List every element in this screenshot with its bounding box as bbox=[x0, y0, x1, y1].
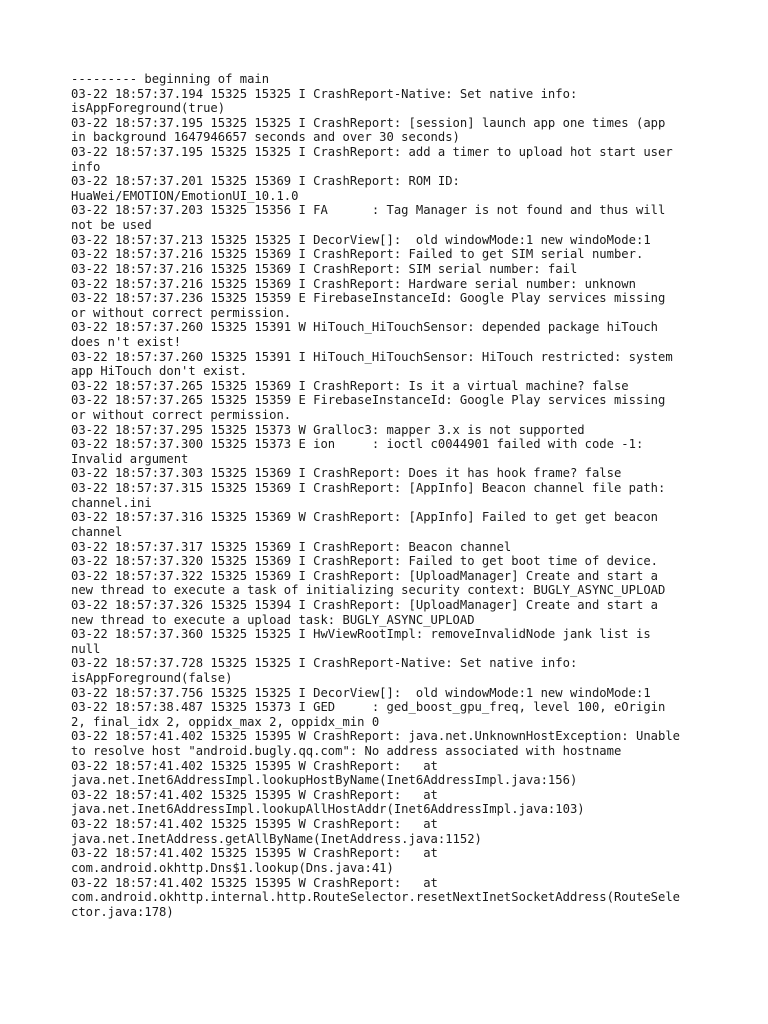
log-line: isAppForeground(false) bbox=[71, 670, 233, 685]
log-line: 03-22 18:57:37.295 15325 15373 W Gralloc3: mapper 3.x is not supported bbox=[71, 422, 585, 437]
log-line: 03-22 18:57:37.201 15325 15369 I CrashReport: ROM ID: bbox=[71, 174, 460, 189]
log-line: java.net.Inet6AddressImpl.lookupAllHostAddr(Inet6AddressImpl.java:103) bbox=[71, 802, 585, 817]
log-line: 03-22 18:57:37.303 15325 15369 I CrashReport: Does it has hook frame? false bbox=[71, 466, 622, 481]
log-line: 03-22 18:57:37.216 15325 15369 I CrashReport: Failed to get SIM serial number. bbox=[71, 247, 644, 262]
log-line: 03-22 18:57:41.402 15325 15395 W CrashReport: at bbox=[71, 758, 438, 773]
log-line: or without correct permission. bbox=[71, 408, 292, 423]
log-line: com.android.okhttp.Dns$1.lookup(Dns.java:41) bbox=[71, 860, 394, 875]
log-line: 03-22 18:57:41.402 15325 15395 W CrashReport: at bbox=[71, 817, 438, 832]
log-line: ctor.java:178) bbox=[71, 904, 174, 919]
log-line: isAppForeground(true) bbox=[71, 101, 226, 116]
log-line: info bbox=[71, 159, 101, 174]
log-line: 03-22 18:57:37.265 15325 15369 I CrashReport: Is it a virtual machine? false bbox=[71, 378, 629, 393]
log-line: does n't exist! bbox=[71, 334, 182, 349]
log-line: 03-22 18:57:37.213 15325 15325 I DecorView[]: old windowMode:1 new windoMode:1 bbox=[71, 232, 651, 247]
log-line: not be used bbox=[71, 218, 152, 233]
log-line: --------- beginning of main bbox=[71, 72, 270, 86]
log-line: 03-22 18:57:37.317 15325 15369 I CrashReport: Beacon channel bbox=[71, 539, 512, 554]
log-line: to resolve host "android.bugly.qq.com": No address associated with hostname bbox=[71, 744, 622, 759]
log-line: channel bbox=[71, 524, 123, 539]
log-line: 03-22 18:57:37.260 15325 15391 W HiTouch_HiTouchSensor: depended package hiTouch bbox=[71, 320, 658, 335]
log-line: 03-22 18:57:37.300 15325 15373 E ion : ioctl c0044901 failed with code -1: bbox=[71, 437, 644, 452]
log-line: 03-22 18:57:37.195 15325 15325 I CrashReport: add a timer to upload hot start user bbox=[71, 145, 673, 160]
log-line: 03-22 18:57:37.203 15325 15356 I FA : Tag Manager is not found and thus will bbox=[71, 203, 666, 218]
log-line: 03-22 18:57:37.326 15325 15394 I CrashReport: [UploadManager] Create and start a bbox=[71, 597, 658, 612]
log-line: 03-22 18:57:37.360 15325 15325 I HwViewRootImpl: removeInvalidNode jank list is bbox=[71, 627, 651, 642]
log-line: com.android.okhttp.internal.http.RouteSelector.resetNextInetSocketAddress(RouteSele bbox=[71, 890, 681, 905]
log-line: new thread to execute a task of initializing security context: BUGLY_ASYNC_UPLOAD bbox=[71, 583, 666, 598]
log-line: channel.ini bbox=[71, 495, 152, 510]
log-line: 2, final_idx 2, oppidx_max 2, oppidx_min 0 bbox=[71, 714, 380, 729]
log-line: HuaWei/EMOTION/EmotionUI_10.1.0 bbox=[71, 188, 299, 203]
log-line: 03-22 18:57:41.402 15325 15395 W CrashReport: at bbox=[71, 787, 438, 802]
log-line: 03-22 18:57:37.316 15325 15369 W CrashReport: [AppInfo] Failed to get get beacon bbox=[71, 510, 658, 525]
log-line: java.net.InetAddress.getAllByName(InetAddress.java:1152) bbox=[71, 831, 482, 846]
log-line: 03-22 18:57:37.194 15325 15325 I CrashReport-Native: Set native info: bbox=[71, 86, 578, 101]
log-line: 03-22 18:57:37.216 15325 15369 I CrashReport: Hardware serial number: unknown bbox=[71, 276, 636, 291]
log-line: 03-22 18:57:37.260 15325 15391 I HiTouch_HiTouchSensor: HiTouch restricted: system bbox=[71, 349, 673, 364]
log-line: 03-22 18:57:37.728 15325 15325 I CrashReport-Native: Set native info: bbox=[71, 656, 578, 671]
log-line: 03-22 18:57:38.487 15325 15373 I GED : ged_boost_gpu_freq, level 100, eOrigin bbox=[71, 700, 666, 715]
log-line: 03-22 18:57:37.236 15325 15359 E FirebaseInstanceId: Google Play services missing bbox=[71, 291, 666, 306]
log-line: 03-22 18:57:37.265 15325 15359 E FirebaseInstanceId: Google Play services missing bbox=[71, 393, 666, 408]
log-line: in background 1647946657 seconds and over 30 seconds) bbox=[71, 130, 460, 145]
log-line: or without correct permission. bbox=[71, 305, 292, 320]
log-text-block bbox=[71, 72, 711, 919]
log-line: 03-22 18:57:37.320 15325 15369 I CrashReport: Failed to get boot time of device. bbox=[71, 554, 658, 569]
log-line: 03-22 18:57:37.756 15325 15325 I DecorView[]: old windowMode:1 new windoMode:1 bbox=[71, 685, 651, 700]
log-line: new thread to execute a upload task: BUGLY_ASYNC_UPLOAD bbox=[71, 612, 475, 627]
log-line: 03-22 18:57:37.315 15325 15369 I CrashReport: [AppInfo] Beacon channel file path: bbox=[71, 481, 666, 496]
log-line: 03-22 18:57:41.402 15325 15395 W CrashReport: at bbox=[71, 875, 438, 890]
log-line: java.net.Inet6AddressImpl.lookupHostByName(Inet6AddressImpl.java:156) bbox=[71, 773, 578, 788]
log-line: Invalid argument bbox=[71, 451, 189, 466]
log-line: 03-22 18:57:41.402 15325 15395 W CrashReport: at bbox=[71, 846, 438, 861]
log-line: app HiTouch don't exist. bbox=[71, 364, 248, 379]
log-line: 03-22 18:57:37.195 15325 15325 I CrashReport: [session] launch app one times (app bbox=[71, 115, 666, 130]
log-line: null bbox=[71, 641, 101, 656]
log-line: 03-22 18:57:41.402 15325 15395 W CrashReport: java.net.UnknownHostException: Unable bbox=[71, 729, 681, 744]
log-line: 03-22 18:57:37.322 15325 15369 I CrashReport: [UploadManager] Create and start a bbox=[71, 568, 658, 583]
log-line: 03-22 18:57:37.216 15325 15369 I CrashReport: SIM serial number: fail bbox=[71, 261, 578, 276]
